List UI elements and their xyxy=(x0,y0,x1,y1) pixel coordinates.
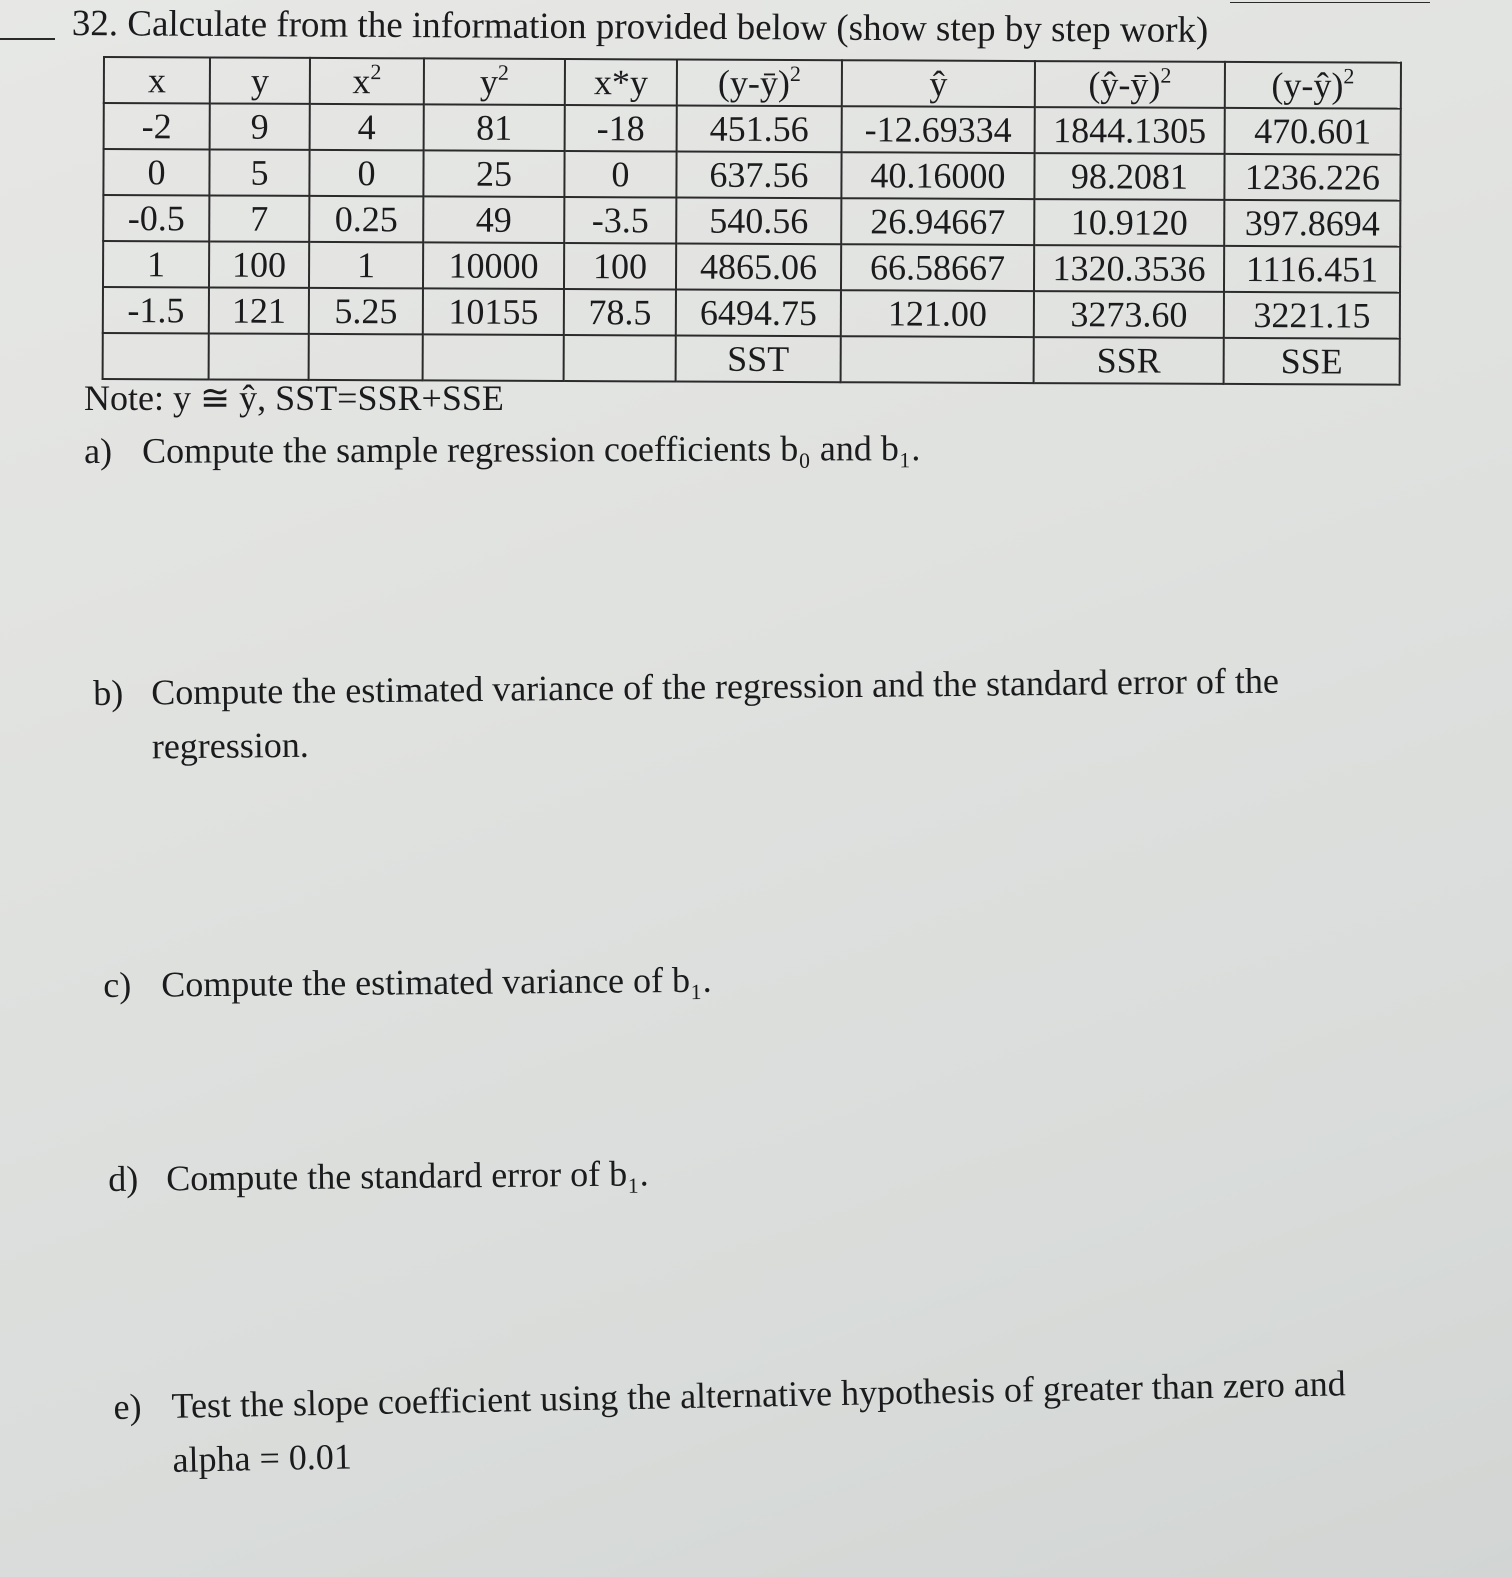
question-label: b) xyxy=(93,672,124,713)
header-cell: $y^2$ xyxy=(424,58,565,105)
table-cell: 0 xyxy=(309,150,423,196)
question-d xyxy=(108,1146,649,1206)
sst-label: SST xyxy=(676,336,841,383)
table-cell: 49 xyxy=(423,196,564,243)
table-cell: 25 xyxy=(423,150,564,197)
table-cell: 7 xyxy=(209,195,309,241)
table-cell: 5.25 xyxy=(309,288,423,334)
sse-label: SSE xyxy=(1224,338,1400,385)
table-row xyxy=(103,241,1400,293)
table-cell: 4 xyxy=(310,104,424,150)
problem-title: 32. Calculate from the information provided below (show step by step work) xyxy=(71,2,1209,51)
header-cell: (ŷ-ȳ)$^2$ xyxy=(1035,61,1225,108)
table-row xyxy=(103,287,1400,339)
table-cell: 81 xyxy=(424,104,565,151)
table-cell: 121.00 xyxy=(841,290,1034,337)
table-header-row xyxy=(104,57,1401,109)
header-cell: (y-ȳ)$^2$ xyxy=(677,60,842,107)
question-b xyxy=(93,654,1280,774)
header-cell: y xyxy=(210,57,310,103)
table-cell: -3.5 xyxy=(564,197,676,243)
top-rule-line xyxy=(1230,2,1430,3)
ssr-label: SSR xyxy=(1034,337,1224,384)
table-cell: 470.601 xyxy=(1225,108,1401,155)
table-cell: 1 xyxy=(103,241,209,287)
table-cell: 10155 xyxy=(423,288,564,335)
table-cell: 3273.60 xyxy=(1034,291,1224,338)
table-cell: 451.56 xyxy=(677,106,842,153)
table-cell: 3221.15 xyxy=(1224,292,1400,339)
table-cell: 0 xyxy=(103,149,209,195)
table-cell xyxy=(564,335,676,381)
question-label: e) xyxy=(113,1386,142,1427)
question-text: Compute the sample regression coefficients b₀ and b₁. xyxy=(142,428,921,471)
table-cell: 78.5 xyxy=(564,289,676,335)
question-text: Test the slope coefficient using the alternative hypothesis of greater than zero and xyxy=(171,1363,1347,1426)
question-label: c) xyxy=(103,964,132,1005)
note-text: Note: y ≅ ŷ, SST=SSR+SSE xyxy=(84,378,504,418)
question-text: Compute the standard error of b₁. xyxy=(166,1153,649,1199)
data-table xyxy=(102,56,1402,386)
table-cell: 0.25 xyxy=(309,196,423,242)
table-cell: 4865.06 xyxy=(676,244,841,291)
question-c xyxy=(103,953,712,1012)
table-cell: 9 xyxy=(210,103,310,149)
table-row xyxy=(103,149,1400,201)
table-cell: 540.56 xyxy=(676,198,841,245)
table-cell: 0 xyxy=(564,151,676,197)
table-cell: 26.94667 xyxy=(841,198,1034,245)
table-row xyxy=(104,103,1401,155)
question-label: a) xyxy=(84,430,113,471)
question-text-continued: regression. xyxy=(151,724,310,767)
table-cell: -12.69334 xyxy=(842,106,1035,153)
table-cell: 5 xyxy=(209,149,309,195)
table-cell: 66.58667 xyxy=(841,244,1034,291)
header-cell: $x^2$ xyxy=(310,58,424,104)
table-cell: 637.56 xyxy=(676,152,841,199)
question-text: Compute the estimated variance of b₁. xyxy=(161,959,712,1005)
header-cell: ŷ xyxy=(842,60,1035,107)
table-cell: 397.8694 xyxy=(1224,200,1400,247)
table-cell: 1116.451 xyxy=(1224,246,1400,293)
question-text-continued: alpha = 0.01 xyxy=(172,1436,353,1480)
table-cell xyxy=(309,334,423,380)
table-cell: 10000 xyxy=(423,242,564,289)
question-a xyxy=(84,421,920,478)
table-row xyxy=(103,195,1400,247)
table-cell: 1 xyxy=(309,242,423,288)
table-cell: 121 xyxy=(209,287,309,333)
table-cell: 100 xyxy=(564,243,676,289)
table-cell: 1236.226 xyxy=(1224,154,1400,201)
table-cell: -0.5 xyxy=(103,195,209,241)
table-cell: 10.9120 xyxy=(1034,199,1224,246)
table-cell: 1320.3536 xyxy=(1034,245,1224,292)
header-cell: x xyxy=(104,57,210,103)
table-cell: -1.5 xyxy=(103,287,209,333)
question-text: Compute the estimated variance of the regression and the standard error of the xyxy=(151,660,1280,713)
table-cell xyxy=(841,336,1034,383)
table-cell xyxy=(209,333,309,379)
table-cell xyxy=(103,333,209,379)
table-cell: 6494.75 xyxy=(676,290,841,337)
table-cell: -2 xyxy=(104,103,210,149)
header-cell: (y-ŷ)$^2$ xyxy=(1225,62,1401,109)
table-cell xyxy=(423,334,564,381)
question-label: d) xyxy=(108,1158,139,1199)
table-cell: 1844.1305 xyxy=(1035,107,1225,154)
table-cell: 100 xyxy=(209,241,309,287)
answer-blank-line xyxy=(0,38,55,40)
question-e xyxy=(113,1356,1347,1488)
table-cell: 40.16000 xyxy=(841,152,1034,199)
header-cell: x*y xyxy=(565,59,677,105)
table-cell: 98.2081 xyxy=(1034,153,1224,200)
table-cell: -18 xyxy=(565,105,677,151)
